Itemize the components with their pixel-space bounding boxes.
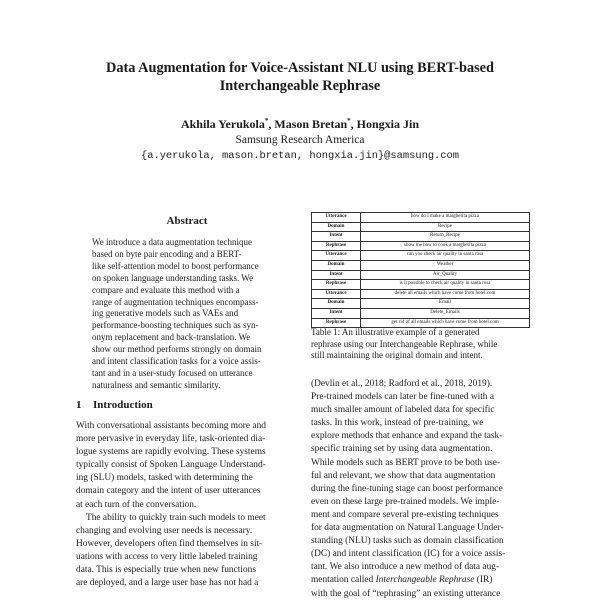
abstract-body [92,237,284,392]
abstract-line: ing generative models such as VAEs and [92,308,239,319]
row-value: Email [361,299,530,309]
row-value: Recipe [361,222,530,232]
row-label: Utterance [312,289,361,299]
table-caption [311,327,533,362]
body-line: specific training set by using data augmentation. [311,444,493,455]
section-number: 1 [76,399,82,411]
row-label: Utterance [312,251,361,261]
row-value: can you check air quality in santa rosa [361,251,530,261]
body-line: (DC) and intent classification (IC) for a voice assis- [311,549,506,560]
body-line: are deployed, and a large user base has not had a [76,578,259,589]
body-line: tasks. In this work, instead of pre-training, we [311,418,484,429]
title-line: Interchangeable Rephrase [219,78,381,94]
abstract-line: compare and evaluate this method with a [92,284,240,295]
body-line: However, developers often find themselves in sit- [76,538,263,549]
body-line: more pervasive in everyday life, task-oriented dia- [76,434,266,445]
body-line: for data augmentation on Natural Language Under- [311,523,504,534]
abstract-line: range of augmentation techniques encompass- [92,296,259,307]
body-line: during the fine-tuning stage can boost performance [311,483,503,494]
body-line: tant. We also introduce a new method of data aug- [311,562,500,573]
body-line: With conversational assistants becoming more and [76,421,266,431]
row-label: Rephrase [312,318,361,328]
abstract-line: performance-boosting techniques such as syn- [92,320,259,331]
body-line: data. This is especially true when new functions [76,565,256,576]
row-label: Domain [312,260,361,270]
row-label: Domain [312,222,361,232]
caption-line: rephrase using our Interchangeable Rephrase, while [311,338,498,349]
body-line: standing (NLU) tasks such as domain classification [311,536,504,547]
abstract-line: naturalness and semantic similarity. [92,379,221,390]
table-row [312,260,530,270]
abstract-line: onym replacement and back-translation. We [92,332,251,343]
row-label: Intent [312,308,361,318]
paper-title [40,59,560,95]
method-name: Interchangeable Rephrase [375,575,475,586]
row-label: Domain [312,299,361,309]
author-mark: * [347,117,351,125]
row-label: Intent [312,270,361,280]
table-row [312,289,530,299]
abstract-line: and intent classification tasks for a voice assis- [92,356,261,367]
abstract-line: based on byte pair encoding and a BERT- [92,248,242,259]
row-label: Utterance [312,213,361,223]
body-line: changing and evolving user needs is necessary. [76,525,253,536]
abstract-heading: Abstract [166,215,208,227]
author-mark: * [264,117,269,125]
section-heading-introduction [76,398,298,412]
row-value: Delete_Emails [361,308,530,318]
body-line: even on these large pre-trained models. We imple- [311,496,500,507]
abstract-line: show our method performs strongly on domain [92,344,262,355]
body-line: Pre-trained models can later be fine-tuned with a [311,392,495,403]
table-row [312,251,530,261]
body-line: typically consist of Spoken Language Understand- [76,460,266,471]
body-line: ment and compare several pre-existing techniques [311,509,499,520]
table-row [312,308,530,318]
author-name: Akhila Yerukola [180,117,265,131]
body-line: ful and relevant, we show that data augmentation [311,470,496,481]
abstract-line: on spoken language understanding tasks. We [92,272,254,283]
introduction-body [76,420,300,590]
body-line: domain category and the intent of user utterances [76,486,261,497]
row-value: Air_Quality [361,270,530,280]
row-value: get rid of all emails which have come from hotel.com [361,318,530,328]
table-row [312,232,530,242]
title-line: Data Augmentation for Voice-Assistant NLU using BERT-based [106,60,494,76]
table-row [312,270,530,280]
body-line: While models such as BERT prove to be both use- [311,457,501,468]
row-value: Weather [361,260,530,270]
affiliation: Samsung Research America [235,134,365,146]
author-name: Hongxia Jin [356,117,420,131]
body-line: at each turn of the conversation. [76,499,197,510]
row-value: is it possible to check air quality in santa rosa [361,280,530,290]
body-line-with-method-name [311,574,533,587]
body-line: logue systems are rapidly evolving. These systems [76,447,266,458]
table-row [312,280,530,290]
abstract-line: We introduce a data augmentation technique [92,237,252,247]
row-label: Rephrase [312,280,361,290]
table-row [312,241,530,251]
author-emails: {a.yerukola, mason.bretan, hongxia.jin}@samsung.com [140,150,459,162]
row-value: Return_Recipe [361,232,530,242]
caption-line: still maintaining the original domain and intent. [311,350,483,361]
row-value: delete all emails which have come from hotel.com [361,289,530,299]
body-line: The ability to quickly train such models to meet [86,512,266,523]
body-line: uations with access to very little labeled training [76,551,258,562]
body-line: ing (SLU) models, tasked with determining the [76,473,253,484]
table-row [312,213,530,223]
text-run: mentation called [311,575,376,586]
section-title: Introduction [93,399,153,411]
table-row [312,299,530,309]
body-line: explore methods that enhance and expand the task- [311,431,503,442]
example-table [311,212,530,328]
abstract-line: tant and in a user-study focused on utterance [92,367,253,378]
right-column-body [311,378,533,601]
author-name: Mason Bretan [274,117,348,131]
row-value: how do I make a margherita pizza [361,213,530,223]
body-line: much smaller amount of labeled data for specific [311,405,495,416]
table-row [312,222,530,232]
row-label: Intent [312,232,361,242]
body-line: (Devlin et al., 2018; Radford et al., 2018, 2019). [311,379,493,389]
body-line: with the goal of “rephrasing” an existing utterance [311,588,501,599]
abstract-line: like self-attention model to boost performance [92,260,259,271]
author-list: Akhila Yerukola*, Mason Bretan*, Hongxia Jin [180,117,420,131]
caption-line: Table 1: An illustrative example of a generated [311,327,480,337]
row-label: Rephrase [312,241,361,251]
row-value: show me how to cook a margherita pizza [361,241,530,251]
text-run: (IR) [474,575,493,586]
